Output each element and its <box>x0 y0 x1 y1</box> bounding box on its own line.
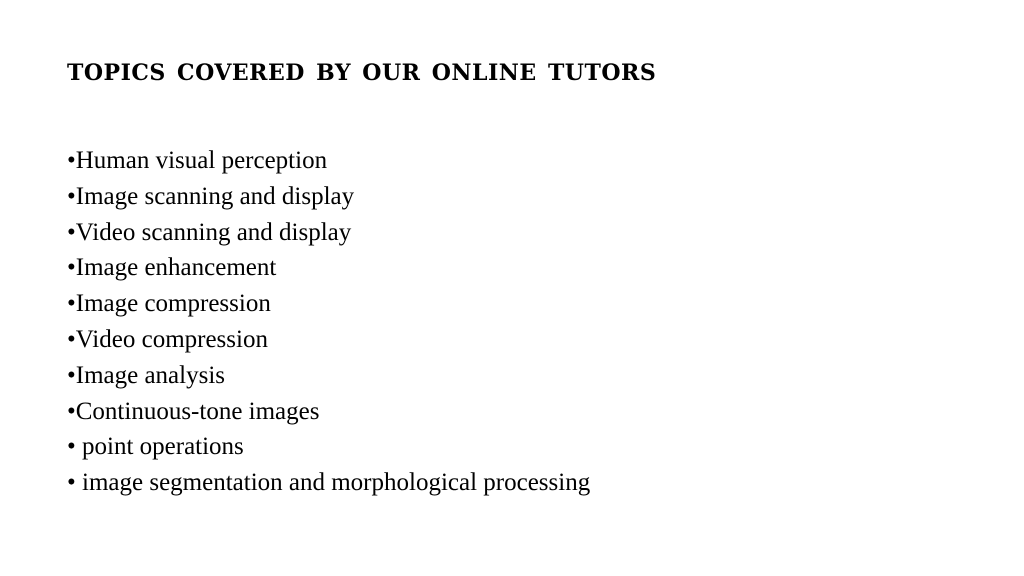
list-item: •Human visual perception <box>67 147 328 174</box>
list-item: •Image compression <box>67 290 271 318</box>
slide-title: topics covered by our online tutors <box>67 52 657 88</box>
list-item: •Video scanning and display <box>67 218 352 246</box>
list-item: • image segmentation and morphological processing <box>67 469 591 497</box>
list-item: • point operations <box>67 433 244 461</box>
list-item: •Image enhancement <box>67 254 277 282</box>
list-item: •Image scanning and display <box>67 182 355 210</box>
list-item: •Image analysis <box>67 361 226 389</box>
topic-list <box>67 143 590 501</box>
list-item: •Continuous-tone images <box>67 397 320 425</box>
list-item: •Video compression <box>67 325 268 353</box>
